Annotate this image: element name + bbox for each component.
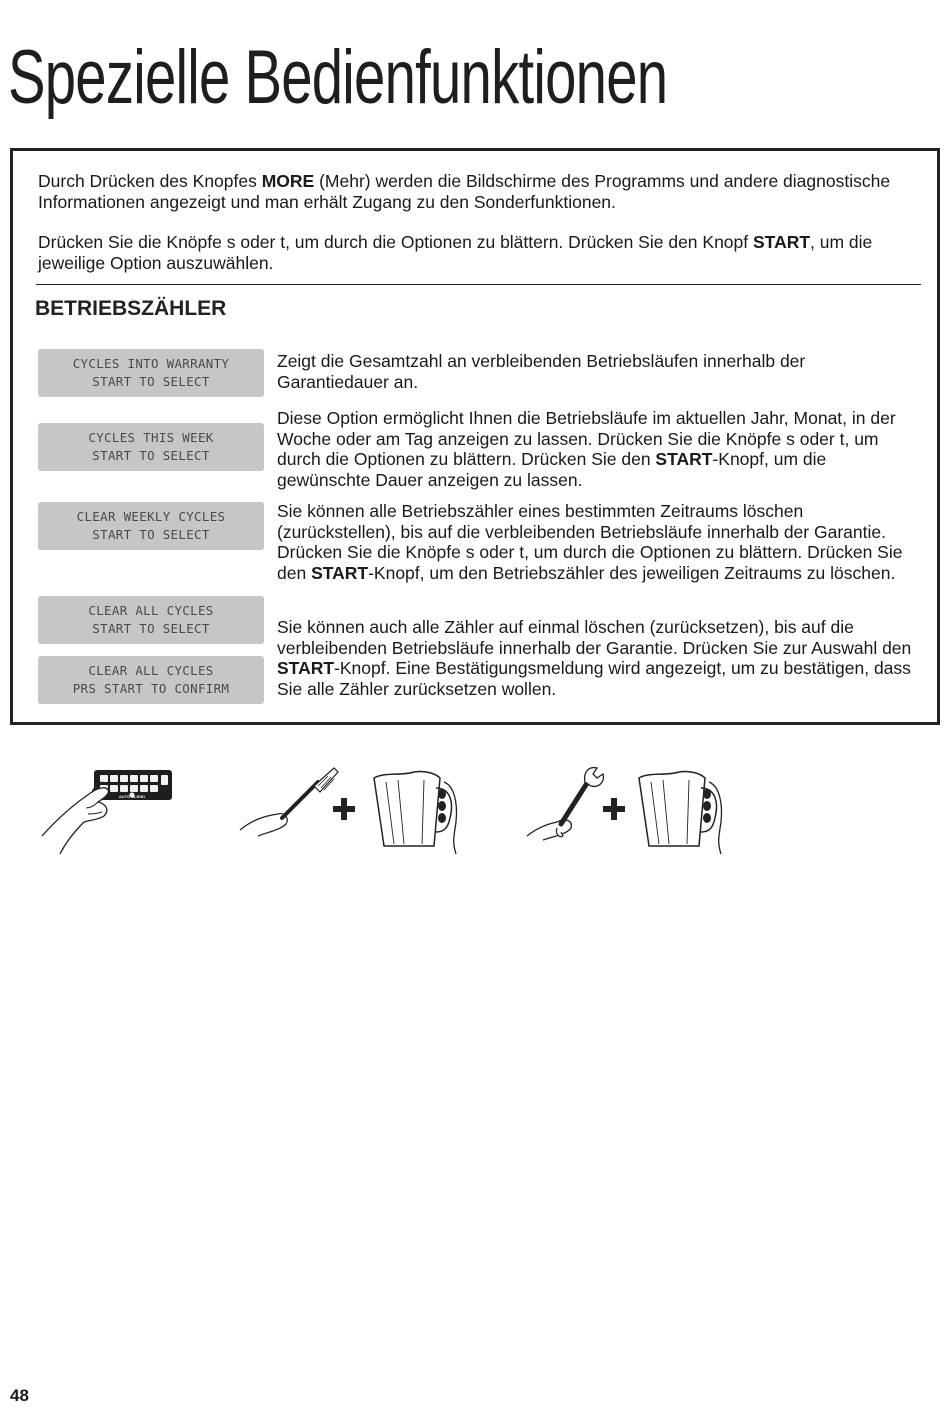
lcd-display-clear-all-cycles (38, 596, 264, 644)
text-run: (Mehr) werden die Bildschirme des Programms und andere diagnostische Informationen angezeigt und man erhält Zugang zu den Sonderfunktionen. (38, 171, 891, 212)
text-run: -Knopf, um den Betriebszähler des jeweiligen Zeitraums zu löschen. (368, 562, 896, 583)
page-title: Spezielle Bedienfunktionen (8, 35, 668, 120)
lcd-line-1: CLEAR ALL CYCLES (88, 663, 214, 678)
section-divider (36, 284, 921, 285)
page-number: 48 (10, 1386, 29, 1405)
text-run: , um die jeweilige Option auszuwählen. (38, 232, 873, 273)
emphasized-term: MORE (261, 171, 315, 191)
lcd-display-clear-weekly-cycles (38, 502, 264, 550)
lcd-display-cycles-this-week (38, 423, 264, 471)
text-run: Drücken Sie die Knöpfe s oder t, um durch die Optionen zu blättern. Drücken Sie den Knopf (38, 232, 753, 252)
text-run: Durch Drücken des Knopfes (38, 171, 262, 191)
text-run: -Knopf. Eine Bestätigungsmeldung wird angezeigt, um zu bestätigen, dass Sie alle Zähler zurücksetzen wollen. (277, 658, 911, 699)
text-run: -Knopf, um die gewünschte Dauer anzeigen zu lassen. (277, 449, 827, 490)
lcd-line-2: PRS START TO CONFIRM (72, 681, 230, 696)
text-run: Sie können alle Betriebszähler eines bestimmten Zeitraums löschen (zurückstellen), bis auf die verbleibenden Betriebsläufe innerhalb der Garantie. Drücken Sie die Knöpfe s oder t, um durch die Optionen zu blättern. Drücken Sie den (277, 501, 903, 583)
lcd-line-1: CYCLES INTO WARRANTY (72, 356, 230, 371)
emphasized-term: START (311, 562, 369, 583)
plus-icon (603, 798, 625, 820)
instructions-box (10, 148, 940, 725)
finger-press-keypad-icon (40, 762, 180, 857)
lcd-line-1: CYCLES THIS WEEK (88, 430, 214, 445)
lcd-line-2: START TO SELECT (92, 374, 210, 389)
emphasized-term: START (753, 232, 811, 252)
description-cycles-this-week (277, 408, 917, 490)
brush-icon (240, 768, 338, 836)
keypad-label: AUTO BLEND (118, 794, 146, 799)
lcd-line-2: START TO SELECT (92, 621, 210, 636)
lcd-line-2: START TO SELECT (92, 527, 210, 542)
lcd-line-1: CLEAR WEEKLY CYCLES (76, 509, 226, 524)
lcd-display-clear-all-confirm (38, 656, 264, 704)
intro-paragraph-1 (38, 171, 898, 213)
brush-and-jar-illustration (238, 762, 468, 857)
wrench-and-jar-illustration (525, 762, 755, 857)
lcd-line-2: START TO SELECT (92, 448, 210, 463)
text-run: Sie können auch alle Zähler auf einmal löschen (zurücksetzen), bis auf die verbleibenden Betriebsläufe innerhalb der Garantie. Drücken Sie zur Auswahl den (277, 617, 912, 658)
blender-jar-icon (374, 771, 457, 854)
lcd-line-1: CLEAR ALL CYCLES (88, 603, 214, 618)
text-run: Zeigt die Gesamtzahl an verbleibenden Betriebsläufen innerhalb der Garantiedauer an. (277, 351, 806, 392)
wrench-icon (527, 768, 603, 840)
text-run: Diese Option ermöglicht Ihnen die Betriebsläufe im aktuellen Jahr, Monat, in der Woche oder am Tag anzeigen zu lassen. Drücken Sie die Knöpfe s oder t, um durch die Optionen zu blättern. Drücken Sie den (277, 408, 896, 469)
intro-paragraph-2 (38, 232, 898, 274)
description-clear-all-cycles (277, 617, 917, 699)
section-heading: BETRIEBSZÄHLER (35, 297, 227, 320)
emphasized-term: START (655, 449, 713, 469)
description-clear-weekly-cycles (277, 501, 917, 583)
description-cycles-into-warranty (277, 351, 917, 392)
emphasized-term: START (277, 658, 335, 678)
plus-icon (333, 798, 355, 820)
intro-text (38, 171, 898, 293)
blender-jar-icon (639, 771, 722, 854)
lcd-display-cycles-into-warranty (38, 349, 264, 397)
